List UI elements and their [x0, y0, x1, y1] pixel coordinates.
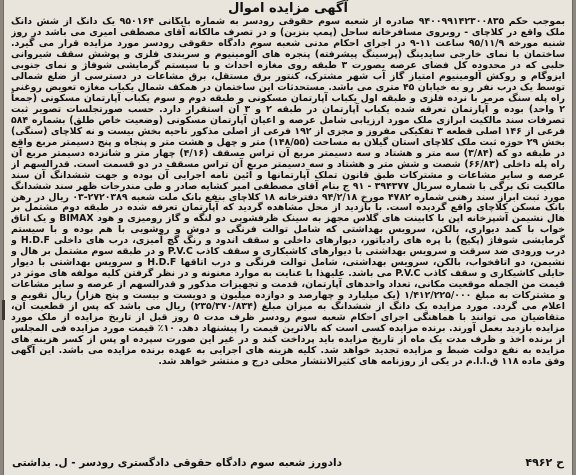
notice-reference: ح ۴۹۶۲	[525, 456, 564, 469]
newspaper-clipping	[3, 0, 573, 475]
notice-body: بموجب حکم ۹۴۰۰۹۹۱۴۲۳۰۰۸۳۵ صادره از شعبه سوم حقوقی رودسر به شماره بایگانی ۹۵۰۱۶۴ یک دانگ از شش دانگ ملک واقع در کلاچای - روبروی مسافرخانه ساحل (پمپ بنزین) و در تصرف مالکانه آقای مصطفی امیری می باشد در روز شنبه مورخه ۹۵/۱۱/۹ ساعت ۱۱-۹ در اجرای احکام مدنی شعبه سوم دادگاه حقوقی رودسر مورد مزایده قرار می گیرد. ساختمان با نمای خارجی سایدینگ (پرسینگ پیشرفته) پنجره های آلومینیوم و سربندی فلزی و پوشش سقف شیروانی حلبی که در محدوده کل فضای عرصه بصورت ۳ طبقه روی مغازه احداث و با سیستم گرمایشی شوفاژ و نمای جنوبی ایزوگام و روکش آلومینیوم امتیاز گاز آب شهر مشترک، کنتور برق مستقل، برق مشاعات در دسترسی از ضلع شمالی توسط یک درب نفر رو به خیابان ۴۵ متری می باشد. مستحدثات این ساختمان در همکف شمال یکباب مغازه تعویض روغنی راه پله سنگ مرمر با نرده فلزی و طبقه اول یکباب آپارتمان مسکونی و طبقه دوم و سوم یکباب آپارتمان مسکونی (جمعاً ۲ واحد) بوده و آپارتمان تعرفه شده یکباب آپارتمان در طبقه ۲ و ۳ آن استقرار دارد. حسب صورتجلسات تصویر ثبت تصرفات سند مالکیت ابرازی ملک مورد ارزیابی شامل عرصه و اعیان آپارتمان مسکونی (وضعیت خاص طلق) بشماره ۵۸۴ فرعی از ۱۴۶ اصلی قطعه ۳ تفکیکی مفروز و مجزی از ۱۹۲ فرعی از اصلی مذکور ناحیه بخش بیست و نه کلاچای (سنگی) بخش ۲۹ حوزه ثبت ملک کلاچای استان گیلان به مساحت (۱۴۸/۵۵) متر و چهل و هشت متر و پنجاه و پنج دسیمتر مربع واقع در طبقه دو که (۳/۸۴) سه متر و هشتاد و سه دسیمتر مربع آن تراس مسقف (۴/۱۶) چهار متر و شانزده دسیمتر مربع آن راه پله داخلی (۶۶/۸۳) شصت و شش متر و هشتاد و سه دسیمتر مربع آن تراس مسقف در دو قسمت است. قدرالسهم از عرصه و سایر مشاعات و مشترکات طبق قانون تملک آپارتمانها و آئین نامه اجرایی آن بوده و جهت ششدانگ آن سند مالکیت تک برگی با شماره سریال ۳۹۴۳۷۷ - ۹۱ ج بنام آقای مصطفی امیر کشایه صادر و طی مندرجات ظهر سند ششدانگ مورد ثبت ابراز سند رهنی شماره ۴۷۸۲ مورخ ۹۴/۲/۱۸ دفترخانه ۱۸ کلاچای بنفع بانک ملت شعبه ۲۷۲۰۳۸۹-۰۳ ریال در رهن بانک مسکن کلاچای واقع گردیده است. با بازدید از محل مشاهده گردید که آپارتمان تعرفه شده در طبقه دوم مشتمل بر هال نشیمن آشپزخانه اپن با کابینت های گلاس مجهز به سینک ظرفشویی دو لنگه و گاز رومیزی و هود BIMAX و یک اتاق خواب با کمد دیواری، بالکن، سرویس بهداشتی که شامل توالت فرنگی و دوش و روشویی با هم بوده و با سیستم گرمایشی شوفاژ (پکیج) با پره های رادیاتور، دیوارهای داخلی و سقف اندود و رنگ گچ آمیزی، درب های داخلی H.D.F و درب ورودی ضد سرقت و سرویس بهداشتی با دیوارهای کاشیکاری و سقف کاذب P.V.C و در طبقه سوم مشتمل بر هال و نشیمن، دو اتاقخواب، بالکن، سرویس بهداشتی، شامل توالت فرنگی و درب اتاقها H.D.F و سرویس بهداشتی با دیوار حایلی کاشیکاری و سقف کاذب P.V.C می باشد. علیهذا با عنایت به موارد معنونه و در نظر گرفتن کلیه مولفه های موثر در قیمت من الجمله موقعیت مکانی، تعداد واحدهای آپارتمان، قدمت و تجهیزات مذکور و قدرالسهم از عرصه و سایر مشاعات و مشترکات به مبلغ ۱/۴۱۲/۲۲۵/۰۰۰ (یک میلیارد و چهارصد و دوازده میلیون و دویست و بیست و پنج هزار) ریال تقویم و اعلام می گردد. مورد مزایده یک دانگ از ششدانگ به میزان مبلغ (۲۳۵/۳۷۰/۸۳۴) ریال می باشد که پس از قطعیت آن، متقاضیان می توانند با هماهنگی اجرای احکام شعبه سوم رودسر ظرف مدت ۵ روز قبل از تاریخ مزایده از ملک مورد مزایده بازدید بعمل آورند. برنده مزایده کسی است که بالاترین قیمت را پیشنهاد دهد. ۱۰٪ قیمت مورد مزایده فی المجلس از برنده اخذ و ظرف مدت یک ماه از تاریخ مزایده باید پرداخت کند و در غیر این صورت سپرده او پس از کسر هزینه های مزایده به نفع دولت ضبط و مزایده تجدید خواهد شد. کلیه هزینه های اجرایی به عهده برنده مزایده می باشد. این آگهی وفق ماده ۱۱۸ ق.ا.ا.م در یکی از روزنامه های کثیرالانتشار محلی درج و منتشر خواهد شد.	[11, 17, 565, 368]
notice-title: آگهی مزایده اموال	[228, 1, 348, 16]
edge-clip-mark	[2, 300, 5, 320]
notice-footer	[12, 454, 564, 472]
notice-signature: دادورز شعبه سوم دادگاه حقوقی دادگستری رودسر - ل. بداشتی	[12, 457, 342, 469]
